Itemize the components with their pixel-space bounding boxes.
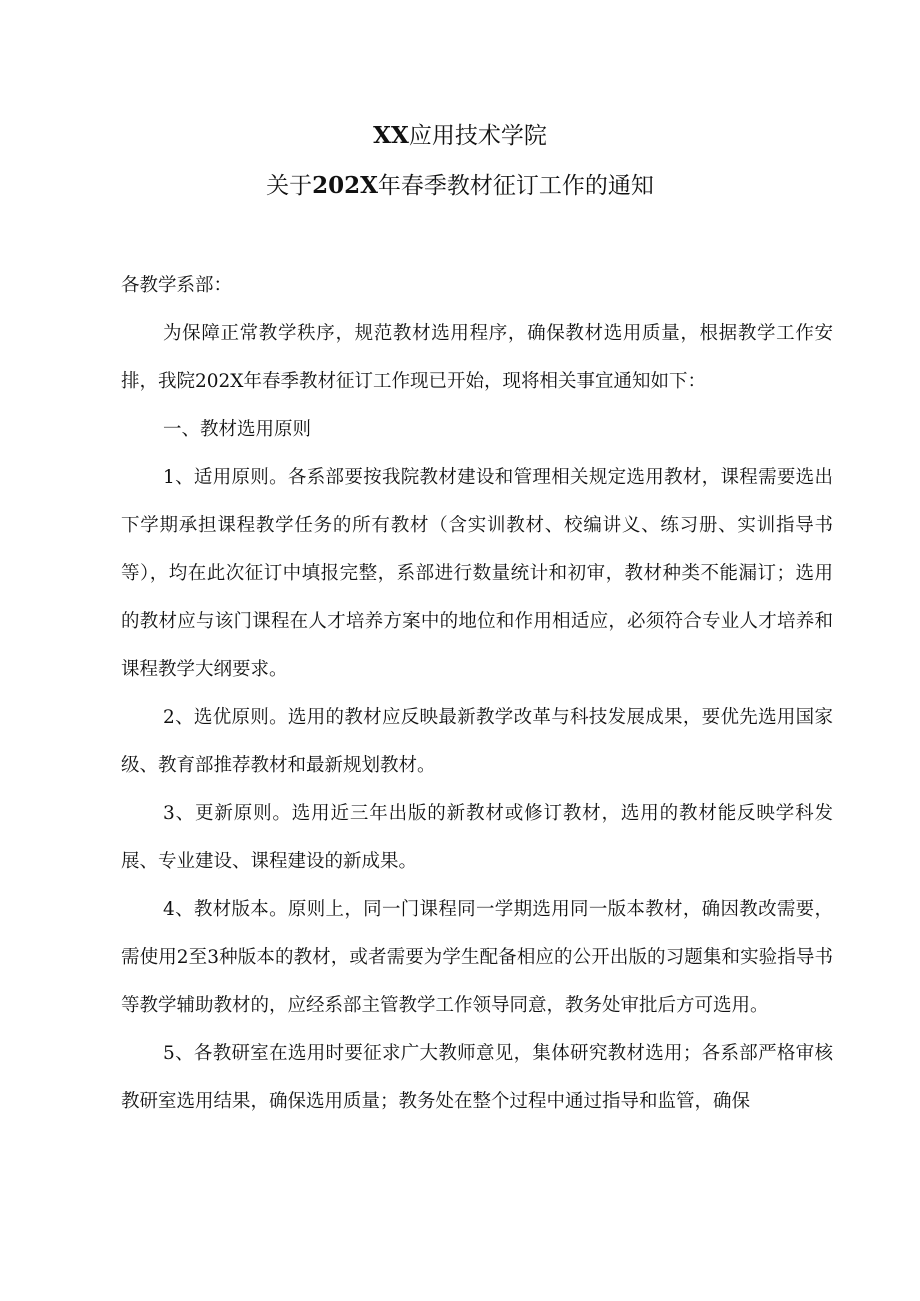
notice-title-suffix: 年春季教材征订工作的通知	[377, 173, 654, 199]
principle-item: 3、更新原则。选用近三年出版的新教材或修订教材，选用的教材能反映学科发展、专业建设、课程建设的新成果。	[121, 803, 833, 872]
principle-item: 1、适用原则。各系部要按我院教材建设和管理相关规定选用教材，课程需要选出下学期承担课程教学任务的所有教材（含实训教材、校编讲义、练习册、实训指导书等），均在此次征订中填报完整，系部进行数量统计和初审，教材种类不能漏订；选用的教材应与该门课程在人才培养方案中的地位和作用相适应，必须符合专业人才培养和课程教学大纲要求。	[121, 467, 833, 680]
notice-title-year: 202X	[312, 172, 378, 199]
notice-body	[121, 262, 833, 1126]
notice-title	[0, 171, 920, 201]
intro-paragraph: 为保障正常教学秩序，规范教材选用程序，确保教材选用质量，根据教学工作安排，我院202X年春季教材征订工作现已开始，现将相关事宜通知如下：	[121, 323, 833, 392]
principle-item: 2、选优原则。选用的教材应反映最新教学改革与科技发展成果，要优先选用国家级、教育部推荐教材和最新规划教材。	[121, 707, 833, 776]
salutation: 各教学系部：	[121, 275, 233, 296]
section-heading: 一、教材选用原则	[163, 419, 312, 440]
principle-item: 4、教材版本。原则上，同一门课程同一学期选用同一版本教材，确因教改需要，需使用2至3种版本的教材，或者需要为学生配备相应的公开出版的习题集和实验指导书等教学辅助教材的，应经系部主管教学工作领导同意，教务处审批后方可选用。	[121, 899, 833, 1016]
institution-prefix: XX	[373, 122, 409, 149]
principle-item: 5、各教研室在选用时要征求广大教师意见，集体研究教材选用；各系部严格审核教研室选用结果，确保选用质量；教务处在整个过程中通过指导和监管，确保	[121, 1043, 833, 1112]
institution-title	[0, 121, 920, 151]
institution-name: 应用技术学院	[408, 123, 547, 149]
notice-title-prefix: 关于	[266, 173, 313, 199]
